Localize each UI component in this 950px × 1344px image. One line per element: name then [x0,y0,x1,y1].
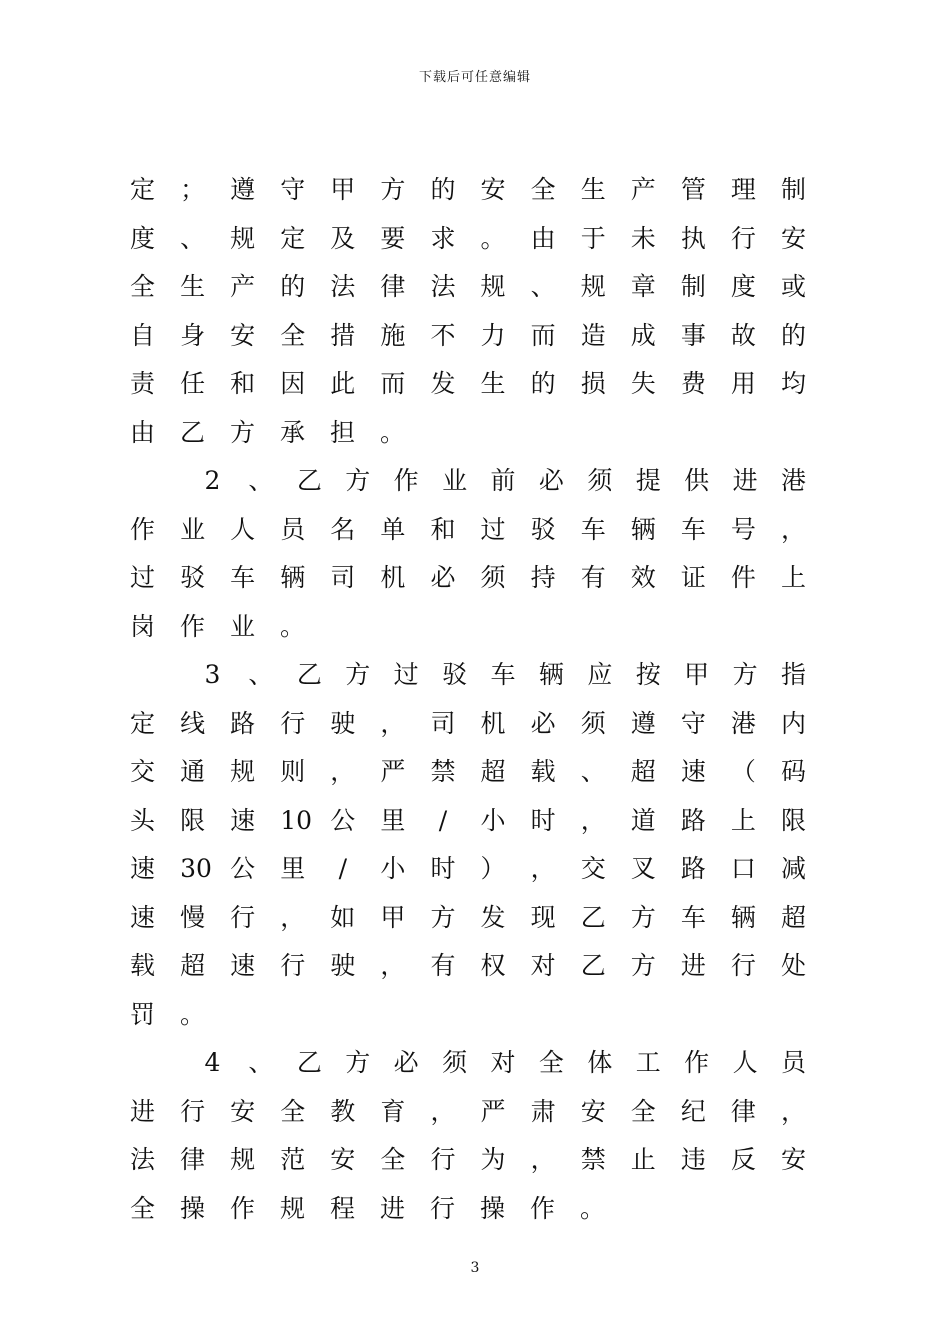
text-glyph: 承 [280,417,306,447]
text-glyph: 理 [730,175,756,204]
text-glyph: 甲 [380,902,406,932]
text-glyph: 止 [630,1145,656,1174]
text-glyph: 责 [130,369,156,398]
text-glyph: 求 [430,223,456,253]
text-glyph: 时 [430,854,456,883]
text-glyph: 须 [480,563,506,592]
text-glyph: 纪 [680,1096,706,1126]
text-glyph: 操 [180,1193,206,1223]
text-glyph: 安 [781,223,807,253]
text-glyph: 提 [635,466,661,495]
text-glyph: 3 [204,660,221,689]
text-glyph: 必 [430,563,456,592]
text-glyph: ， [380,708,406,738]
text-glyph: 效 [630,563,656,592]
text-glyph: 供 [684,466,710,495]
text-glyph: 现 [530,902,556,932]
text-glyph: 、 [248,1048,274,1077]
text-glyph: 的 [430,175,456,204]
text-glyph: 进 [380,1193,406,1223]
text-glyph: 规 [480,272,506,301]
text-glyph: 故 [730,320,756,350]
text-glyph: 线 [180,708,206,738]
text-glyph: 必 [530,708,556,738]
text-glyph: 费 [680,369,706,398]
text-glyph: 施 [380,320,406,350]
text-glyph: 名 [330,514,356,544]
text-glyph: 辆 [630,514,656,544]
text-glyph: 机 [480,708,506,738]
text-glyph: 规 [230,223,256,253]
text-glyph: 驶 [330,951,356,980]
text-glyph: 定 [280,223,306,253]
text-glyph: 成 [630,320,656,350]
text-glyph: 速 [230,951,256,980]
text-glyph: 人 [732,1048,758,1077]
text-glyph: 超 [781,902,807,932]
text-glyph: 产 [230,272,256,301]
text-glyph: 司 [330,563,356,592]
text-glyph: 担 [330,417,356,447]
text-glyph: 、 [248,466,274,495]
text-glyph: 进 [680,951,706,980]
text-glyph: 全 [380,1145,406,1174]
text-glyph: 乙 [296,466,322,495]
text-glyph: 件 [730,563,756,592]
text-glyph: 行 [430,1145,456,1174]
text-glyph: 路 [680,805,706,835]
text-glyph: 范 [280,1145,306,1174]
text-glyph: 按 [635,660,661,689]
text-glyph: 而 [380,369,406,398]
text-glyph: 港 [730,708,756,738]
text-glyph: ， [580,805,606,835]
text-glyph: 对 [490,1048,516,1077]
text-glyph: 安 [480,175,506,204]
text-glyph: 行 [280,951,306,980]
text-glyph: 发 [430,369,456,398]
text-glyph: 任 [180,369,206,398]
text-glyph: 损 [580,369,606,398]
text-glyph: 身 [180,320,206,350]
text-glyph: 律 [380,272,406,301]
text-glyph: 安 [230,320,256,350]
text-glyph: 全 [130,272,156,301]
text-glyph: 小 [480,805,506,835]
text-glyph: 未 [630,223,656,253]
text-glyph: 须 [587,466,613,495]
text-glyph: 载 [530,757,556,786]
text-glyph: 必 [393,1048,419,1077]
text-glyph: 过 [480,514,506,544]
text-glyph: 甲 [684,660,710,689]
text-glyph: 的 [280,272,306,301]
text-glyph: （ [730,757,756,786]
text-glyph: 方 [230,417,256,447]
text-glyph: 执 [680,223,706,253]
text-glyph: 上 [730,805,756,835]
text-glyph: 持 [530,563,556,592]
page-header: 下载后可任意编辑 [418,70,531,85]
text-glyph: 反 [730,1145,756,1174]
text-glyph: 行 [430,1193,456,1223]
text-glyph: 业 [180,514,206,544]
text-glyph: 。 [580,1193,606,1223]
text-glyph: 方 [630,951,656,980]
text-glyph: 车 [230,563,256,592]
text-glyph: 。 [380,417,406,447]
text-glyph: 驶 [330,708,356,738]
text-glyph: 作 [130,514,156,544]
text-glyph: 如 [330,902,356,932]
text-glyph: 上 [781,563,807,592]
text-glyph: 必 [538,466,564,495]
text-glyph: ， [280,902,306,932]
text-glyph: 由 [130,417,156,447]
text-glyph: 乙 [580,951,606,980]
text-glyph: 制 [680,272,706,301]
text-glyph: 、 [580,757,606,786]
text-glyph: 。 [180,999,206,1029]
text-glyph: 过 [130,563,156,592]
text-glyph: 速 [130,854,156,883]
text-glyph: 此 [330,369,356,398]
text-glyph: 安 [230,1096,256,1126]
text-glyph: 须 [442,1048,468,1077]
text-glyph: ， [781,514,807,544]
text-glyph: 辆 [538,660,564,689]
text-glyph: 作 [230,1193,256,1223]
text-glyph: 超 [180,951,206,980]
text-glyph: 作 [684,1048,710,1077]
text-glyph: 安 [781,1145,807,1174]
text-glyph: 律 [730,1096,756,1126]
text-glyph: 号 [730,514,756,544]
text-glyph: 作 [180,611,206,641]
page-number: 3 [470,1260,480,1276]
text-glyph: 不 [430,320,456,350]
text-glyph: 须 [580,708,606,738]
text-glyph: 章 [630,272,656,301]
text-glyph: 有 [580,563,606,592]
text-glyph: 法 [430,272,456,301]
text-glyph: 教 [330,1096,356,1126]
text-glyph: 前 [490,466,516,495]
text-glyph: 生 [480,369,506,398]
text-glyph: 操 [480,1193,506,1223]
text-glyph: 。 [280,611,306,641]
text-glyph: 有 [430,951,456,980]
text-glyph: 车 [580,514,606,544]
text-glyph: 发 [480,902,506,932]
text-glyph: 程 [330,1193,356,1223]
text-glyph: 遵 [230,175,256,204]
text-glyph: 证 [680,563,706,592]
text-glyph: 小 [380,854,406,883]
text-glyph: 时 [530,805,556,835]
text-glyph: 10 [280,805,313,835]
text-glyph: 、 [530,272,556,301]
text-glyph: 安 [330,1145,356,1174]
text-glyph: 禁 [430,757,456,786]
text-glyph: 律 [180,1145,206,1174]
text-glyph: 公 [330,805,356,835]
text-glyph: 港 [781,466,807,495]
text-glyph: 限 [180,805,206,835]
text-glyph: 的 [530,369,556,398]
text-glyph: 禁 [580,1145,606,1174]
text-glyph: 全 [280,320,306,350]
text-glyph: 乙 [180,417,206,447]
text-glyph: 限 [781,805,807,835]
text-glyph: 要 [380,223,406,253]
text-glyph: 乙 [296,1048,322,1077]
text-glyph: 严 [480,1096,506,1126]
text-glyph: 及 [330,223,356,253]
text-glyph: 作 [530,1193,556,1223]
text-glyph: 度 [130,223,156,253]
text-glyph: 超 [480,757,506,786]
text-glyph: 守 [280,175,306,204]
text-glyph: 、 [180,223,206,253]
text-glyph: 措 [330,320,356,350]
text-glyph: 规 [230,757,256,786]
text-glyph: 驳 [180,563,206,592]
text-glyph: 为 [480,1145,506,1174]
text-glyph: 车 [490,660,516,689]
text-glyph: 叉 [630,854,656,883]
text-glyph: 。 [480,223,506,253]
text-glyph: 全 [280,1096,306,1126]
text-glyph: 进 [130,1096,156,1126]
text-glyph: 指 [781,660,807,689]
text-glyph: 4 [204,1048,221,1077]
text-glyph: 体 [587,1048,613,1077]
text-glyph: 车 [680,514,706,544]
text-glyph: ， [781,1096,807,1126]
text-glyph: 遵 [630,708,656,738]
text-glyph: 内 [781,708,807,738]
text-glyph: 道 [630,805,656,835]
text-glyph: 行 [730,951,756,980]
text-glyph: 口 [730,854,756,883]
text-glyph: 速 [130,902,156,932]
text-glyph: 减 [781,854,807,883]
text-glyph: 自 [130,320,156,350]
text-glyph: ， [530,854,556,883]
text-glyph: 方 [380,175,406,204]
text-glyph: 速 [680,757,706,786]
text-glyph: 事 [680,320,706,350]
text-glyph: 员 [781,1048,807,1077]
text-glyph: 产 [630,175,656,204]
text-glyph: 均 [781,369,807,398]
text-glyph: 路 [230,708,256,738]
text-glyph: 2 [204,466,221,495]
text-glyph: 驳 [442,660,468,689]
text-glyph: 失 [630,369,656,398]
text-glyph: 作 [393,466,419,495]
text-glyph: 驳 [530,514,556,544]
text-glyph: ， [330,757,356,786]
text-glyph: 辆 [280,563,306,592]
text-glyph: 制 [781,175,807,204]
text-glyph: 30 [180,854,212,883]
text-glyph: 单 [380,514,406,544]
text-glyph: 生 [580,175,606,204]
text-glyph: 造 [580,320,606,350]
text-glyph: 辆 [730,902,756,932]
text-glyph: 因 [280,369,306,398]
text-glyph: 乙 [296,660,322,689]
text-glyph: 而 [530,320,556,350]
text-glyph: 和 [230,369,256,398]
text-glyph: 司 [430,708,456,738]
text-glyph: 行 [280,708,306,738]
text-glyph: 权 [480,951,506,980]
text-glyph: 甲 [330,175,356,204]
text-glyph: 安 [580,1096,606,1126]
text-glyph: 定 [130,175,156,204]
text-glyph: 业 [442,466,468,495]
text-glyph: 进 [732,466,758,495]
text-glyph: 路 [680,854,706,883]
text-glyph: 乙 [580,902,606,932]
text-glyph: 全 [530,175,556,204]
text-glyph: 全 [630,1096,656,1126]
text-glyph: 对 [530,951,556,980]
text-glyph: 用 [730,369,756,398]
text-glyph: 管 [680,175,706,204]
text-glyph: 度 [730,272,756,301]
text-glyph: 肃 [530,1096,556,1126]
text-glyph: 慢 [180,902,206,932]
text-glyph: 机 [380,563,406,592]
text-glyph: 方 [345,1048,371,1077]
text-glyph: 交 [580,854,606,883]
text-glyph: 力 [480,320,506,350]
text-glyph: 岗 [130,611,156,641]
text-glyph: 生 [180,272,206,301]
text-glyph: 业 [230,611,256,641]
text-glyph: 罚 [130,999,156,1029]
text-glyph: 法 [330,272,356,301]
text-glyph: 违 [680,1145,706,1174]
text-glyph: 员 [280,514,306,544]
text-glyph: 规 [280,1193,306,1223]
text-glyph: ） [480,854,506,883]
text-glyph: 全 [538,1048,564,1077]
text-glyph: 法 [130,1145,156,1174]
text-glyph: 方 [345,660,371,689]
text-glyph: 行 [230,902,256,932]
text-glyph: 和 [430,514,456,544]
text-glyph: 交 [130,757,156,786]
text-glyph: 头 [130,805,156,835]
text-glyph: 严 [380,757,406,786]
text-glyph: 速 [230,805,256,835]
text-glyph: / [338,854,348,883]
text-glyph: 由 [530,223,556,253]
text-glyph: 码 [781,757,807,786]
text-glyph: 人 [230,514,256,544]
text-glyph: 的 [781,320,807,350]
text-glyph: 育 [380,1096,406,1126]
text-glyph: 方 [430,902,456,932]
text-glyph: 方 [630,902,656,932]
text-glyph: 方 [345,466,371,495]
text-glyph: 规 [230,1145,256,1174]
text-glyph: 或 [781,272,807,301]
text-glyph: 全 [130,1193,156,1223]
text-glyph: 应 [587,660,613,689]
text-glyph: 、 [248,660,274,689]
text-glyph: 载 [130,951,156,980]
text-glyph: 于 [580,223,606,253]
text-glyph: 工 [635,1048,661,1077]
text-glyph: 公 [230,854,256,883]
text-glyph: ； [180,175,206,204]
text-glyph: 车 [680,902,706,932]
text-glyph: 行 [730,223,756,253]
text-glyph: 里 [280,854,306,883]
text-glyph: / [438,805,448,835]
text-glyph: 里 [380,805,406,835]
text-glyph: 规 [580,272,606,301]
text-glyph: 守 [680,708,706,738]
text-glyph: 超 [630,757,656,786]
text-glyph: ， [430,1096,456,1126]
text-glyph: ， [380,951,406,980]
text-glyph: 过 [393,660,419,689]
text-glyph: 方 [732,660,758,689]
text-glyph: 定 [130,708,156,738]
text-glyph: 处 [781,951,807,980]
text-glyph: 行 [180,1096,206,1126]
text-glyph: ， [530,1145,556,1174]
text-glyph: 则 [280,757,306,786]
text-glyph: 通 [180,757,206,786]
